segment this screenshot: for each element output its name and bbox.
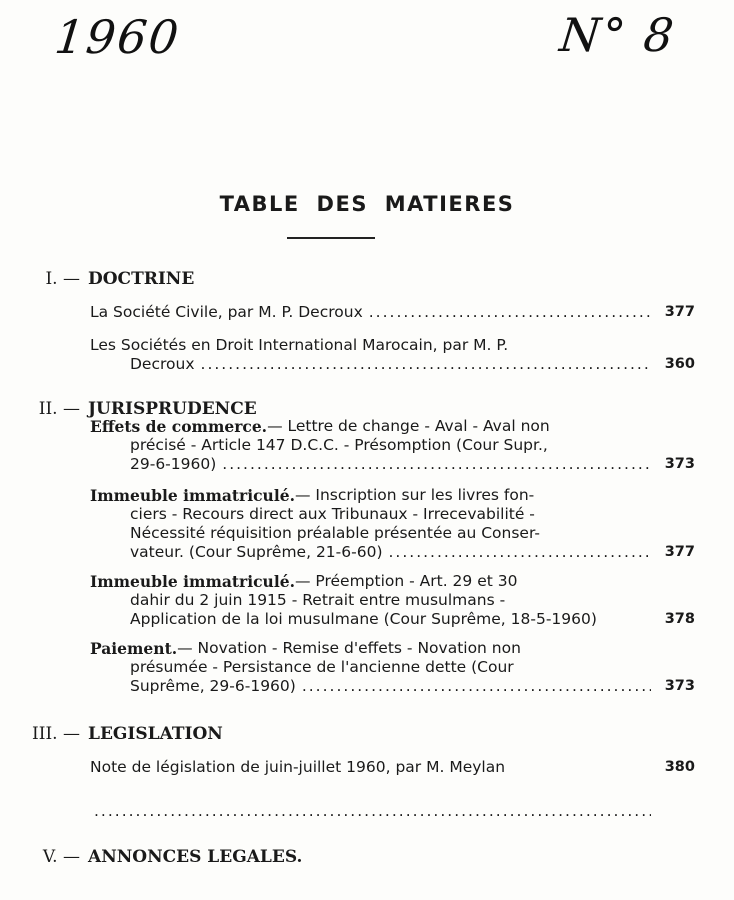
toc-entry <box>90 639 695 696</box>
entry-lead: Immeuble immatriculé. <box>90 486 295 505</box>
entry-text: précisé - Article 147 D.C.C. - Présomption (Cour Supr., <box>130 436 548 454</box>
entry-text: La Société Civile, par M. P. Decroux <box>90 303 363 321</box>
entry-text: présumée - Persistance de l'ancienne dette (Cour <box>130 658 514 676</box>
toc-entry <box>90 758 695 777</box>
toc-entry <box>90 572 695 629</box>
entry-lead: Immeuble immatriculé. <box>90 572 295 591</box>
entry-text: — Inscription sur les livres fon- <box>294 486 535 504</box>
toc-entry <box>88 802 695 821</box>
page-number: 378 <box>664 611 695 627</box>
entry-text: — Novation - Remise d'effets - Novation non <box>177 639 521 657</box>
page-title: TABLE DES MATIERES <box>219 192 515 216</box>
entry-text: Decroux <box>130 355 195 373</box>
handwritten-year: 1960 <box>52 10 183 64</box>
entry-text: — Préemption - Art. 29 et 30 <box>294 572 518 590</box>
entry-text: Note de législation de juin-juillet 1960, par M. Meylan <box>90 758 506 776</box>
entry-lead: Paiement. <box>90 639 178 658</box>
page-number: 373 <box>664 456 695 472</box>
dot-leaders <box>201 355 651 374</box>
entry-lead: Effets de commerce. <box>90 417 268 436</box>
entry-text: Suprême, 29-6-1960) <box>130 677 296 695</box>
page-number <box>657 802 695 821</box>
section-number: V. — <box>42 847 80 867</box>
entry-text: Les Sociétés en Droit International Marocain, par M. P. <box>90 336 509 354</box>
entry-text: ciers - Recours direct aux Tribunaux - Irrecevabilité - <box>130 505 535 523</box>
title-underline <box>287 237 375 239</box>
page-number: 373 <box>664 678 695 694</box>
section-title: JURISPRUDENCE <box>88 399 257 419</box>
page-number: 377 <box>664 304 695 320</box>
section-number: III. — <box>32 724 80 744</box>
handwritten-issue-number: N° 8 <box>557 8 678 62</box>
section-number: I. — <box>45 269 80 289</box>
page-number: 380 <box>664 759 695 775</box>
dot-leaders <box>302 677 651 696</box>
entry-text: 29-6-1960) <box>130 455 217 473</box>
toc-entry <box>90 486 695 562</box>
toc-entry <box>90 417 695 474</box>
section-title: ANNONCES LEGALES. <box>88 847 303 867</box>
toc-entry <box>90 303 695 322</box>
entry-text: Application de la loi musulmane (Cour Suprême, 18-5-1960) <box>130 610 597 628</box>
page-number: 360 <box>664 356 695 372</box>
page-number: 377 <box>664 544 695 560</box>
entry-text: Nécessité réquisition préalable présentée au Conser- <box>130 524 540 542</box>
dot-leaders <box>94 802 651 821</box>
dot-leaders <box>389 543 652 562</box>
dot-leaders <box>222 455 651 474</box>
section-title: LEGISLATION <box>88 724 223 744</box>
toc-entry <box>90 336 695 374</box>
entry-text: dahir du 2 juin 1915 - Retrait entre musulmans - <box>130 591 506 609</box>
dot-leaders <box>369 303 651 322</box>
section-number: II. — <box>38 399 80 419</box>
entry-text: — Lettre de change - Aval - Aval non <box>267 417 550 435</box>
section-title: DOCTRINE <box>88 269 195 289</box>
entry-text: vateur. (Cour Suprême, 21-6-60) <box>130 543 383 561</box>
